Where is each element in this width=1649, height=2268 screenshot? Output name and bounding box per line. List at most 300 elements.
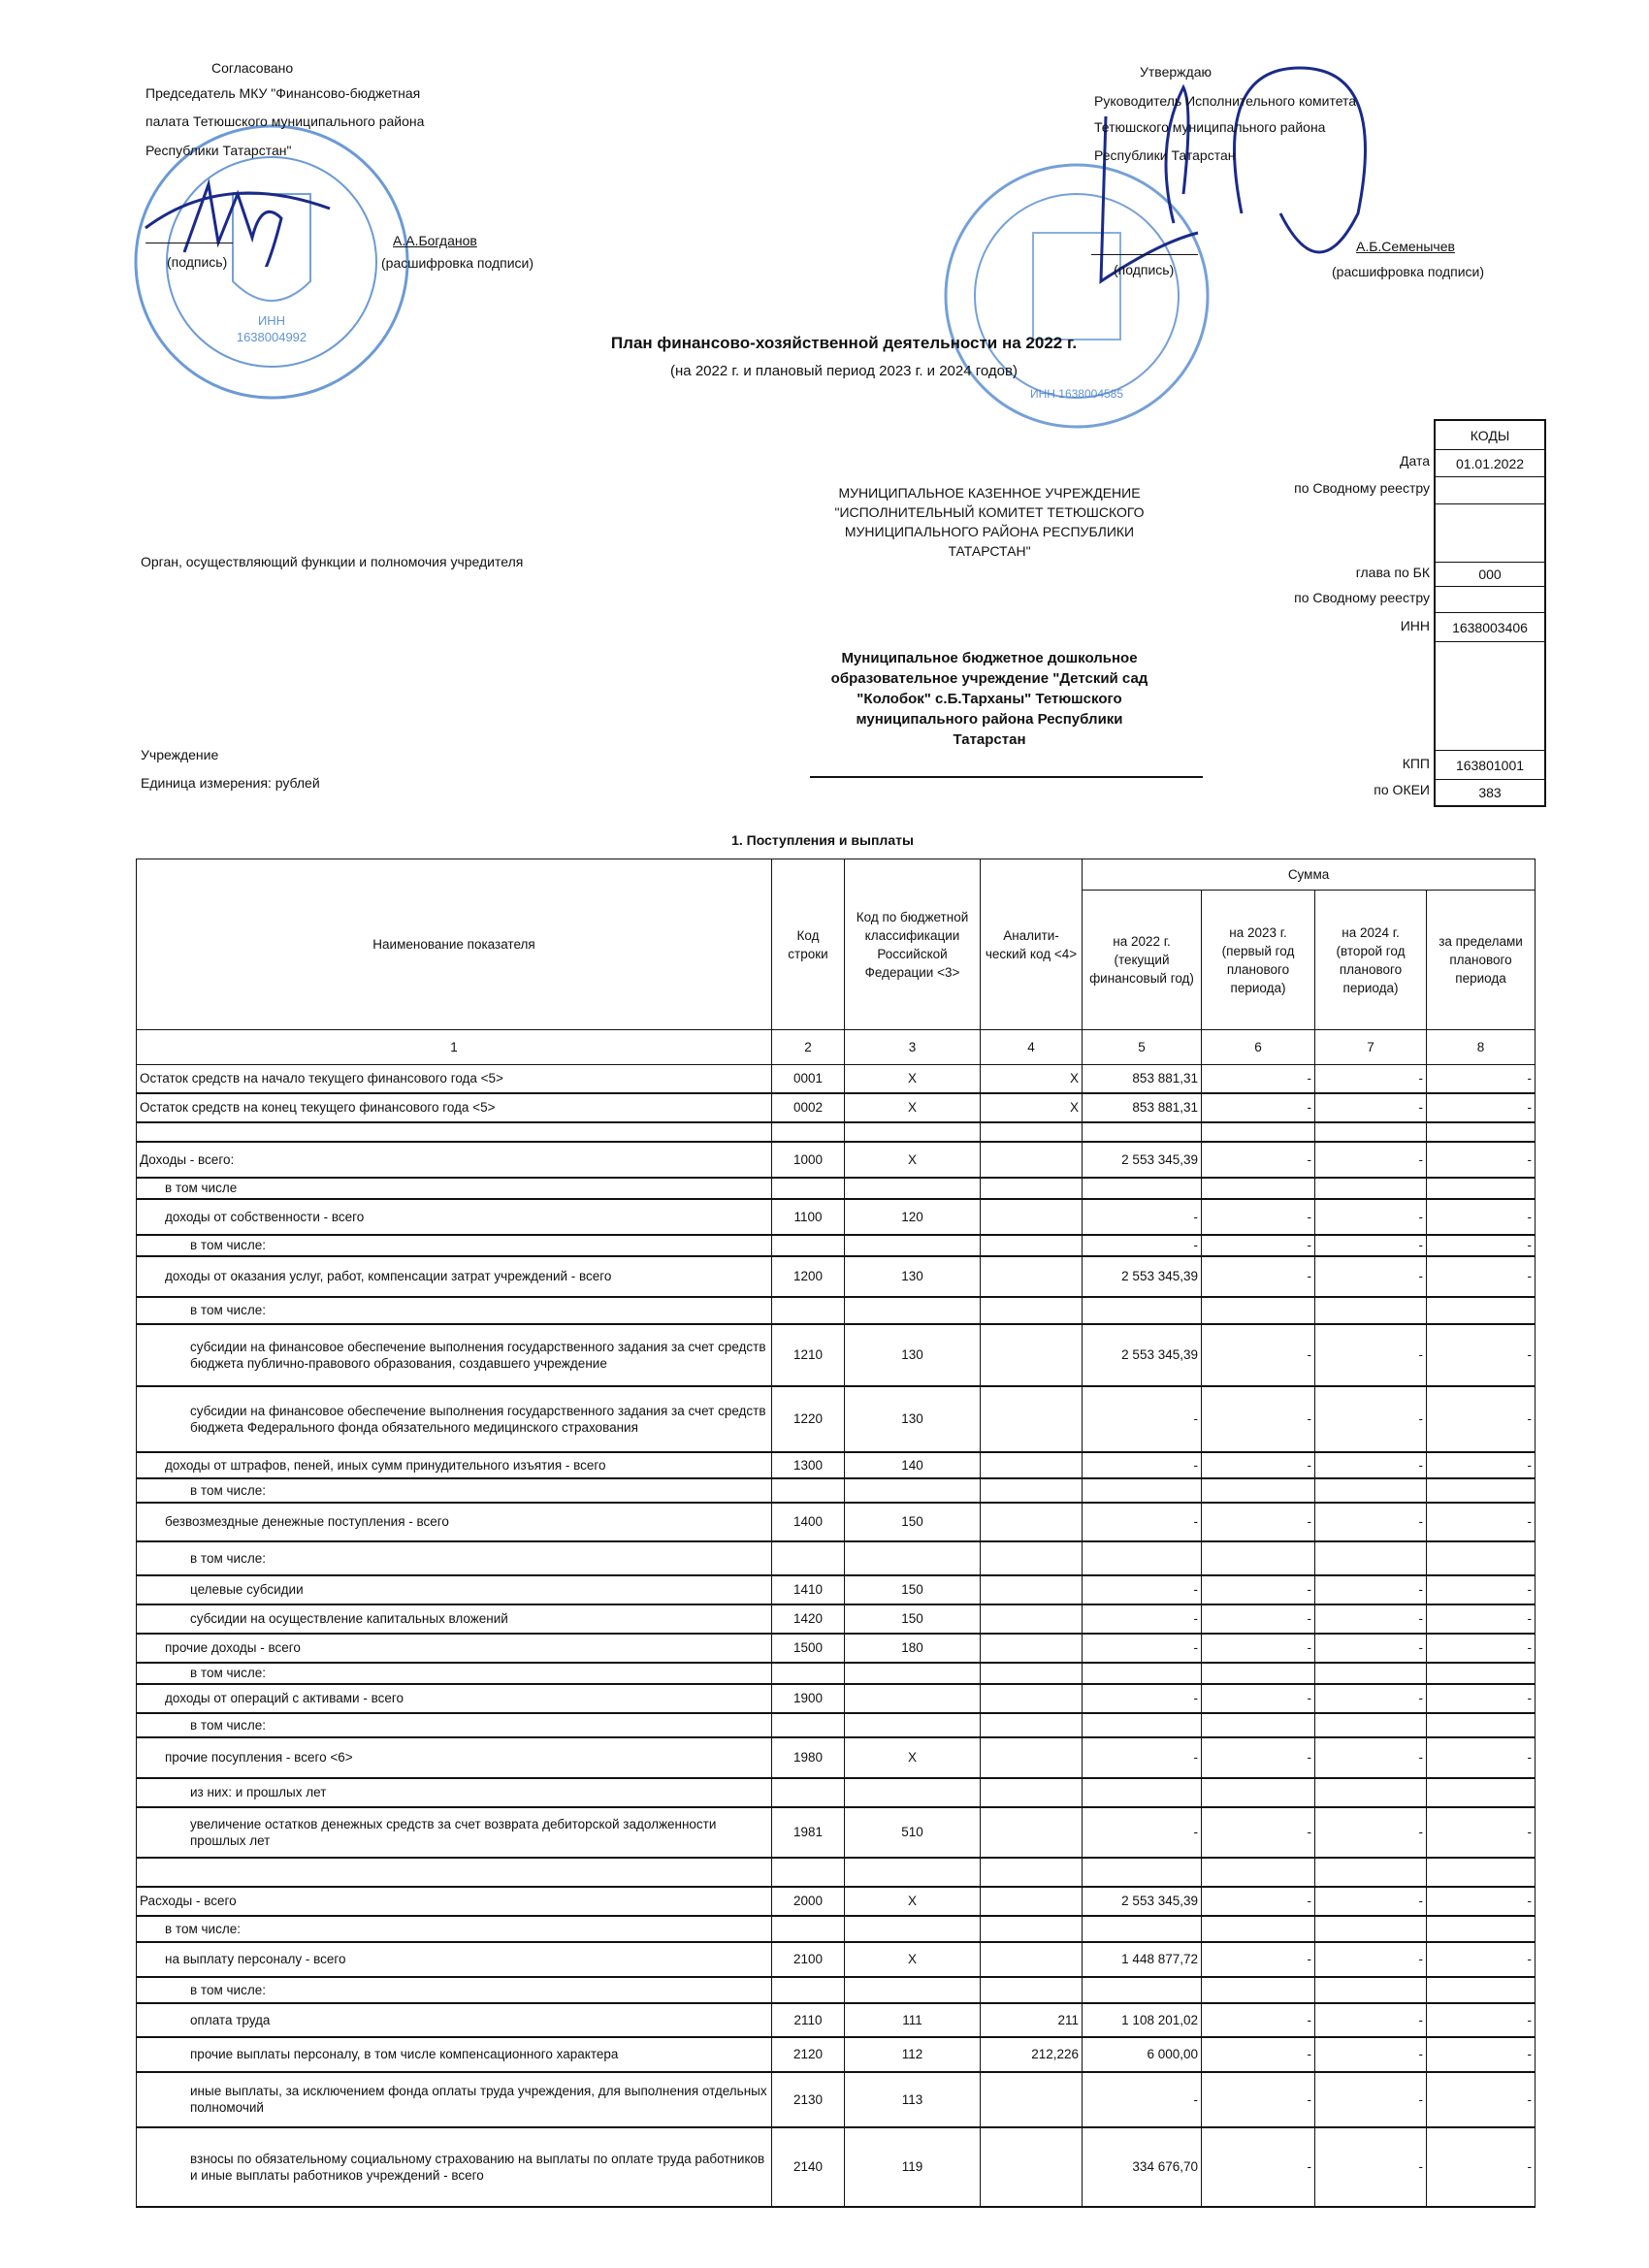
row-code	[772, 1235, 845, 1256]
row-value: -	[1315, 1634, 1427, 1663]
code-inn: 1638003406	[1436, 613, 1544, 642]
row-value: -	[1427, 2127, 1536, 2207]
kpp-label: КПП	[1402, 756, 1430, 771]
row-value: -	[1427, 1942, 1536, 1977]
row-kbk	[845, 1977, 981, 2003]
row-kbk: Х	[845, 1737, 981, 1778]
row-value: -	[1427, 1737, 1536, 1778]
column-numbers-row	[137, 1030, 1536, 1065]
row-value	[1083, 1122, 1202, 1142]
codes-header: КОДЫ	[1436, 421, 1544, 450]
approval-right-heading: Утверждаю	[1140, 64, 1212, 80]
row-code: 1900	[772, 1684, 845, 1713]
row-value	[1083, 1977, 1202, 2003]
row-analytic	[981, 1575, 1083, 1604]
header-2022: на 2022 г. (текущий финансовый год)	[1083, 891, 1202, 1030]
row-value: -	[1315, 2127, 1427, 2207]
row-analytic	[981, 1541, 1083, 1575]
row-name: в том числе:	[137, 1297, 772, 1324]
row-code: 1200	[772, 1256, 845, 1297]
row-name: оплата труда	[137, 2003, 772, 2037]
table-row	[137, 1386, 1536, 1452]
row-name: субсидии на осуществление капитальных вложений	[137, 1604, 772, 1634]
table-row	[137, 1807, 1536, 1858]
row-value	[1427, 1977, 1536, 2003]
institution-line: образовательное учреждение "Детский сад	[830, 670, 1148, 687]
row-code: 1300	[772, 1452, 845, 1478]
row-value	[1427, 1478, 1536, 1503]
row-value	[1202, 1916, 1315, 1942]
row-value: -	[1427, 1807, 1536, 1858]
row-value	[1083, 1297, 1202, 1324]
row-value: -	[1427, 1324, 1536, 1386]
row-value: -	[1202, 1452, 1315, 1478]
row-value: -	[1315, 1575, 1427, 1604]
institution-underline	[810, 776, 1203, 778]
row-value: -	[1202, 1199, 1315, 1235]
row-analytic	[981, 1778, 1083, 1807]
approval-right-line: Республики Татарстан	[1094, 147, 1236, 163]
table-row	[137, 1977, 1536, 2003]
row-code	[772, 1977, 845, 2003]
signature-left	[136, 170, 369, 267]
row-analytic	[981, 1178, 1083, 1199]
row-value: -	[1427, 1386, 1536, 1452]
row-value: -	[1427, 2003, 1536, 2037]
registry2-label: по Сводному реестру	[1294, 590, 1430, 605]
svg-text:1638004992: 1638004992	[236, 330, 307, 344]
table-row	[137, 1503, 1536, 1541]
row-value	[1315, 1916, 1427, 1942]
row-analytic	[981, 1684, 1083, 1713]
row-code	[772, 1478, 845, 1503]
code-registry2	[1436, 587, 1544, 613]
row-code	[772, 1663, 845, 1684]
row-value: -	[1427, 2037, 1536, 2072]
institution-line: Муниципальное бюджетное дошкольное	[841, 650, 1138, 666]
row-value: 853 881,31	[1083, 1093, 1202, 1122]
row-value	[1202, 1541, 1315, 1575]
row-analytic	[981, 1713, 1083, 1737]
row-value: -	[1202, 1386, 1315, 1452]
row-code: 1420	[772, 1604, 845, 1634]
row-value: -	[1315, 1887, 1427, 1916]
row-value: -	[1315, 1256, 1427, 1297]
row-kbk: 150	[845, 1503, 981, 1541]
row-kbk	[845, 1478, 981, 1503]
row-name	[137, 1858, 772, 1887]
approval-left-line: палата Тетюшского муниципального района	[146, 113, 425, 129]
row-value: 2 553 345,39	[1083, 1887, 1202, 1916]
row-value	[1202, 1478, 1315, 1503]
row-value: -	[1202, 1737, 1315, 1778]
row-value	[1315, 1478, 1427, 1503]
row-value: -	[1202, 1256, 1315, 1297]
approval-right-line: Руководитель Исполнительного комитета	[1094, 93, 1357, 109]
table-row	[137, 1324, 1536, 1386]
founder-line: "ИСПОЛНИТЕЛЬНЫЙ КОМИТЕТ ТЕТЮШСКОГО	[834, 504, 1145, 520]
institution-line: "Колобок" с.Б.Тарханы" Тетюшского	[857, 691, 1122, 707]
row-value: -	[1202, 1604, 1315, 1634]
row-value: 6 000,00	[1083, 2037, 1202, 2072]
row-value: -	[1202, 2003, 1315, 2037]
row-code: 1981	[772, 1807, 845, 1858]
row-analytic	[981, 1807, 1083, 1858]
table-row	[137, 2072, 1536, 2127]
row-name: в том числе	[137, 1178, 772, 1199]
row-value	[1083, 1858, 1202, 1887]
row-value: -	[1315, 1942, 1427, 1977]
institution-line: муниципального района Республики	[856, 711, 1123, 728]
code-kpp: 163801001	[1436, 751, 1544, 780]
row-value	[1315, 1713, 1427, 1737]
row-code: 1000	[772, 1142, 845, 1178]
row-kbk	[845, 1541, 981, 1575]
row-value	[1083, 1713, 1202, 1737]
column-number: 6	[1202, 1030, 1315, 1065]
approval-left-heading: Согласовано	[211, 60, 294, 76]
receipts-payments-table	[136, 859, 1536, 2208]
row-value	[1315, 1977, 1427, 2003]
column-number: 5	[1083, 1030, 1202, 1065]
row-name: целевые субсидии	[137, 1575, 772, 1604]
table-row	[137, 1297, 1536, 1324]
name-label: (расшифровка подписи)	[1332, 264, 1485, 279]
column-number: 2	[772, 1030, 845, 1065]
row-value: 853 881,31	[1083, 1065, 1202, 1093]
row-value	[1427, 1778, 1536, 1807]
table-row	[137, 2127, 1536, 2207]
table-row	[137, 1122, 1536, 1142]
row-value: -	[1202, 1235, 1315, 1256]
row-name: субсидии на финансовое обеспечение выполнения государственного задания за счет средств бюджета публично-правового образования, создавшего учреждение	[137, 1324, 772, 1386]
row-value: -	[1083, 1684, 1202, 1713]
row-value: -	[1202, 2037, 1315, 2072]
row-code	[772, 1541, 845, 1575]
row-value: -	[1427, 1452, 1536, 1478]
row-value: -	[1315, 1737, 1427, 1778]
row-value: -	[1315, 2037, 1427, 2072]
row-name: на выплату персоналу - всего	[137, 1942, 772, 1977]
row-code: 1980	[772, 1737, 845, 1778]
row-value: -	[1083, 1452, 1202, 1478]
row-value: -	[1083, 1199, 1202, 1235]
row-value: 2 553 345,39	[1083, 1256, 1202, 1297]
row-kbk	[845, 1122, 981, 1142]
name-label: (расшифровка подписи)	[381, 255, 534, 271]
row-value: -	[1083, 1386, 1202, 1452]
header-beyond: за пределами планового периода	[1427, 891, 1536, 1030]
row-kbk: Х	[845, 1065, 981, 1093]
row-value: -	[1315, 1386, 1427, 1452]
row-kbk: 180	[845, 1634, 981, 1663]
approver-left-name: А.А.Богданов	[393, 233, 477, 248]
table-row	[137, 1541, 1536, 1575]
code-glava: 000	[1436, 563, 1544, 587]
row-analytic	[981, 1916, 1083, 1942]
header-kbk: Код по бюджетной классификации Российской Федерации <3>	[845, 859, 981, 1030]
row-value	[1202, 1122, 1315, 1142]
row-code: 2100	[772, 1942, 845, 1977]
row-kbk: 119	[845, 2127, 981, 2207]
row-name: прочие посупления - всего <6>	[137, 1737, 772, 1778]
row-analytic: Х	[981, 1093, 1083, 1122]
row-analytic	[981, 1142, 1083, 1178]
table-row	[137, 1663, 1536, 1684]
row-value: -	[1315, 1807, 1427, 1858]
row-analytic	[981, 1297, 1083, 1324]
row-analytic	[981, 1452, 1083, 1478]
row-analytic: 211	[981, 2003, 1083, 2037]
row-value	[1427, 1178, 1536, 1199]
table-row	[137, 1858, 1536, 1887]
codes-box	[1434, 419, 1546, 807]
row-value: -	[1427, 1634, 1536, 1663]
unit-label: Единица измерения: рублей	[141, 775, 320, 791]
column-number: 7	[1315, 1030, 1427, 1065]
row-value: -	[1315, 2003, 1427, 2037]
svg-text:ИНН: ИНН	[257, 313, 286, 328]
row-value: -	[1083, 1503, 1202, 1541]
row-kbk: 111	[845, 2003, 981, 2037]
row-value	[1427, 1541, 1536, 1575]
row-value: 2 553 345,39	[1083, 1324, 1202, 1386]
row-name: безвозмездные денежные поступления - всего	[137, 1503, 772, 1541]
row-analytic	[981, 1199, 1083, 1235]
row-value: -	[1202, 1942, 1315, 1977]
row-name: в том числе:	[137, 1916, 772, 1942]
row-kbk: 112	[845, 2037, 981, 2072]
row-kbk	[845, 1778, 981, 1807]
header-2023: на 2023 г. (первый год планового периода)	[1202, 891, 1315, 1030]
row-analytic	[981, 1324, 1083, 1386]
row-code: 1400	[772, 1503, 845, 1541]
table-row	[137, 1142, 1536, 1178]
row-kbk: 130	[845, 1256, 981, 1297]
row-kbk	[845, 1297, 981, 1324]
row-analytic: 212,226	[981, 2037, 1083, 2072]
okei-label: по ОКЕИ	[1374, 782, 1430, 797]
row-value	[1315, 1178, 1427, 1199]
row-value	[1202, 1663, 1315, 1684]
row-kbk: 130	[845, 1386, 981, 1452]
row-value	[1427, 1713, 1536, 1737]
row-value	[1083, 1663, 1202, 1684]
table-row	[137, 1634, 1536, 1663]
row-name: Остаток средств на начало текущего финансового года <5>	[137, 1065, 772, 1093]
row-value	[1083, 1478, 1202, 1503]
signature-line	[1091, 254, 1198, 255]
founder-name	[795, 483, 1183, 561]
row-analytic	[981, 1235, 1083, 1256]
row-code: 1100	[772, 1199, 845, 1235]
row-code	[772, 1916, 845, 1942]
row-value: -	[1315, 1235, 1427, 1256]
row-value: -	[1315, 1324, 1427, 1386]
row-analytic	[981, 1122, 1083, 1142]
row-kbk: 120	[845, 1199, 981, 1235]
row-value: -	[1202, 1575, 1315, 1604]
signature-label: (подпись)	[1114, 262, 1175, 277]
row-code: 2110	[772, 2003, 845, 2037]
row-analytic	[981, 1386, 1083, 1452]
row-code: 2130	[772, 2072, 845, 2127]
code-blank	[1436, 642, 1544, 751]
column-number: 3	[845, 1030, 981, 1065]
row-value: -	[1202, 1634, 1315, 1663]
row-value: -	[1315, 1142, 1427, 1178]
row-value	[1083, 1541, 1202, 1575]
row-value	[1427, 1297, 1536, 1324]
row-value: -	[1315, 2072, 1427, 2127]
row-name: взносы по обязательному социальному страхованию на выплаты по оплате труда работников и иные выплаты работников учреждений - всего	[137, 2127, 772, 2207]
row-code	[772, 1178, 845, 1199]
institution-label: Учреждение	[141, 747, 219, 762]
table-row	[137, 1065, 1536, 1093]
approver-right-name: А.Б.Семенычев	[1356, 239, 1455, 254]
row-value: -	[1202, 1503, 1315, 1541]
institution-name	[776, 648, 1203, 750]
row-code	[772, 1713, 845, 1737]
header-name: Наименование показателя	[137, 859, 772, 1030]
row-kbk	[845, 1684, 981, 1713]
row-name: в том числе:	[137, 1541, 772, 1575]
row-kbk	[845, 1713, 981, 1737]
glava-label: глава по БК	[1355, 565, 1430, 580]
row-code	[772, 1297, 845, 1324]
inn-label: ИНН	[1400, 618, 1430, 633]
table-row	[137, 1604, 1536, 1634]
code-date: 01.01.2022	[1436, 450, 1544, 477]
row-value: -	[1427, 1065, 1536, 1093]
code-okei: 383	[1478, 785, 1502, 800]
row-value: -	[1083, 1235, 1202, 1256]
row-value: -	[1202, 2072, 1315, 2127]
row-name: Расходы - всего	[137, 1887, 772, 1916]
header-sum: Сумма	[1083, 859, 1536, 891]
row-kbk: 150	[845, 1575, 981, 1604]
row-value: -	[1315, 1452, 1427, 1478]
row-value: -	[1315, 1503, 1427, 1541]
row-code	[772, 1778, 845, 1807]
row-value: -	[1202, 1887, 1315, 1916]
table-row	[137, 1575, 1536, 1604]
row-value: -	[1083, 1737, 1202, 1778]
row-value: -	[1427, 1093, 1536, 1122]
row-name: доходы от собственности - всего	[137, 1199, 772, 1235]
row-name: увеличение остатков денежных средств за счет возврата дебиторской задолженности прошлых лет	[137, 1807, 772, 1858]
date-label: Дата	[1399, 453, 1430, 469]
row-kbk: Х	[845, 1142, 981, 1178]
row-code: 0001	[772, 1065, 845, 1093]
row-name: в том числе:	[137, 1235, 772, 1256]
row-analytic	[981, 2127, 1083, 2207]
row-analytic: Х	[981, 1065, 1083, 1093]
document-subtitle: (на 2022 г. и плановый период 2023 г. и 2024 годов)	[670, 363, 1018, 379]
signature-label: (подпись)	[167, 254, 228, 270]
table-row	[137, 1778, 1536, 1807]
table-row	[137, 1916, 1536, 1942]
row-value: 1 108 201,02	[1083, 2003, 1202, 2037]
founder-line: ТАТАРСТАН"	[948, 543, 1031, 559]
row-kbk: 130	[845, 1324, 981, 1386]
row-kbk: 510	[845, 1807, 981, 1858]
column-number: 1	[137, 1030, 772, 1065]
row-value	[1315, 1778, 1427, 1807]
founder-line: МУНИЦИПАЛЬНОГО РАЙОНА РЕСПУБЛИКИ	[844, 524, 1135, 539]
row-value: -	[1427, 1503, 1536, 1541]
row-value: -	[1315, 1199, 1427, 1235]
row-value: -	[1202, 1807, 1315, 1858]
table-row	[137, 1737, 1536, 1778]
table-row	[137, 1887, 1536, 1916]
row-name: доходы от операций с активами - всего	[137, 1684, 772, 1713]
row-analytic	[981, 1604, 1083, 1634]
row-value: -	[1202, 1093, 1315, 1122]
table-row	[137, 1256, 1536, 1297]
row-analytic	[981, 1887, 1083, 1916]
row-value: -	[1083, 1634, 1202, 1663]
row-value	[1315, 1122, 1427, 1142]
institution-line: Татарстан	[953, 731, 1026, 748]
row-value: 2 553 345,39	[1083, 1142, 1202, 1178]
row-code	[772, 1122, 845, 1142]
row-value: -	[1083, 1807, 1202, 1858]
header-2024: на 2024 г. (второй год планового периода)	[1315, 891, 1427, 1030]
row-code: 0002	[772, 1093, 845, 1122]
row-value: -	[1427, 1256, 1536, 1297]
section-title: 1. Поступления и выплаты	[731, 832, 914, 848]
row-value	[1315, 1663, 1427, 1684]
row-code: 1220	[772, 1386, 845, 1452]
row-analytic	[981, 1503, 1083, 1541]
row-kbk: 113	[845, 2072, 981, 2127]
row-kbk	[845, 1235, 981, 1256]
row-kbk: Х	[845, 1093, 981, 1122]
table-row	[137, 1199, 1536, 1235]
row-kbk	[845, 1663, 981, 1684]
row-value	[1427, 1916, 1536, 1942]
registry-label: по Сводному реестру	[1294, 480, 1430, 496]
row-kbk: Х	[845, 1942, 981, 1977]
row-code: 1410	[772, 1575, 845, 1604]
row-value	[1202, 1713, 1315, 1737]
row-value: -	[1083, 1575, 1202, 1604]
row-code	[772, 1858, 845, 1887]
row-value: -	[1315, 1684, 1427, 1713]
row-value	[1202, 1297, 1315, 1324]
row-name: в том числе:	[137, 1478, 772, 1503]
table-row	[137, 2003, 1536, 2037]
row-analytic	[981, 1942, 1083, 1977]
row-value	[1202, 1778, 1315, 1807]
column-number: 8	[1427, 1030, 1536, 1065]
row-value: -	[1202, 1065, 1315, 1093]
code-registry	[1436, 477, 1544, 504]
approval-left-line: Республики Татарстан"	[146, 143, 292, 158]
row-analytic	[981, 1977, 1083, 2003]
row-name: в том числе:	[137, 1663, 772, 1684]
row-value: -	[1315, 1604, 1427, 1634]
row-value	[1315, 1541, 1427, 1575]
row-name: субсидии на финансовое обеспечение выполнения государственного задания за счет средств бюджета Федерального фонда обязательного медицинского страхования	[137, 1386, 772, 1452]
row-value: 334 676,70	[1083, 2127, 1202, 2207]
row-name: Доходы - всего:	[137, 1142, 772, 1178]
row-value: -	[1427, 1199, 1536, 1235]
row-name: прочие выплаты персоналу, в том числе компенсационного характера	[137, 2037, 772, 2072]
svg-text:ИНН 1638004585: ИНН 1638004585	[1029, 387, 1124, 401]
row-value: -	[1427, 1684, 1536, 1713]
